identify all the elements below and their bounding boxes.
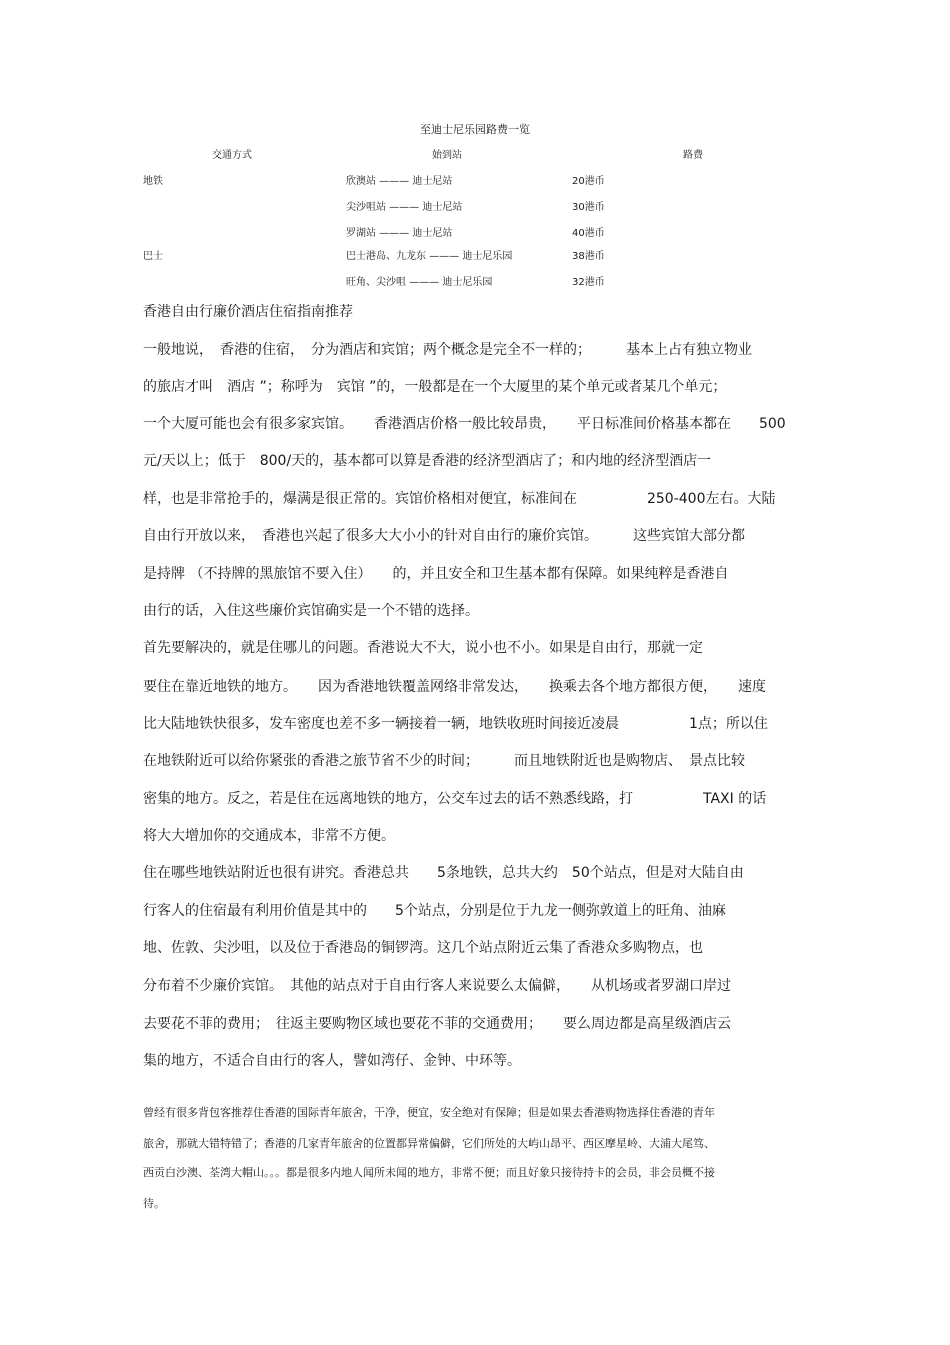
- body-line: 一般地说， 香港的住宿， 分为酒店和宾馆；两个概念是完全不一样的； 基本上占有独立物业: [143, 342, 752, 358]
- body-line: 行客人的住宿最有利用价值是其中的 5个站点，分别是位于九龙一侧弥敦道上的旺角、油麻: [143, 903, 726, 919]
- body-line: 比大陆地铁快很多，发车密度也差不多一辆接着一辆，地铁收班时间接近凌晨 1点；所以住: [143, 716, 768, 732]
- table-cell-route: 尖沙咀站 ——— 迪士尼站: [346, 202, 463, 213]
- body-line: 地、佐敦、尖沙咀，以及位于香港岛的铜锣湾。这几个站点附近云集了香港众多购物点，也: [143, 940, 703, 956]
- table-title: 至迪士尼乐园路费一览: [420, 123, 530, 136]
- body-line: 首先要解决的，就是住哪儿的问题。香港说大不大，说小也不小。如果是自由行，那就一定: [143, 640, 703, 656]
- note-line: 待。: [143, 1197, 165, 1210]
- table-cell-fare: 30港币: [572, 202, 605, 213]
- body-line: 分布着不少廉价宾馆。 其他的站点对于自由行客人来说要么太偏僻， 从机场或者罗湖口岸过: [143, 978, 731, 994]
- table-cell-fare: 38港币: [572, 251, 605, 262]
- body-line: 在地铁附近可以给你紧张的香港之旅节省不少的时间； 而且地铁附近也是购物店、 景点比较: [143, 753, 745, 769]
- body-line: 的旅店才叫 酒店 ”；称呼为 宾馆 ”的，一般都是在一个大厦里的某个单元或者某几个单元；: [143, 379, 727, 395]
- table-cell-route: 巴士港岛、九龙东 ——— 迪士尼乐园: [346, 251, 513, 262]
- section-heading: 香港自由行廉价酒店住宿指南推荐: [143, 304, 353, 320]
- table-cell-mode: 地铁: [143, 176, 163, 187]
- table-cell-fare: 20港币: [572, 176, 605, 187]
- body-line: 集的地方，不适合自由行的客人，譬如湾仔、金钟、中环等。: [143, 1053, 521, 1069]
- body-line: 样，也是非常抢手的，爆满是很正常的。宾馆价格相对便宜，标准间在 250-400左右。大陆: [143, 491, 776, 507]
- body-line: 密集的地方。反之，若是住在远离地铁的地方，公交车过去的话不熟悉线路，打 TAXI 的话: [143, 791, 767, 807]
- note-line: 曾经有很多背包客推荐住香港的国际青年旅舍，干净，便宜，安全绝对有保障；但是如果去香港购物选择住香港的青年: [143, 1106, 715, 1119]
- table-header-fare: 路费: [683, 150, 703, 161]
- table-header-route: 始到站: [432, 150, 462, 161]
- body-line: 自由行开放以来， 香港也兴起了很多大大小小的针对自由行的廉价宾馆。 这些宾馆大部分都: [143, 528, 745, 544]
- body-line: 住在哪些地铁站附近也很有讲究。香港总共 5条地铁，总共大约 50个站点，但是对大陆自由: [143, 865, 744, 881]
- table-cell-mode: 巴士: [143, 251, 163, 262]
- body-line: 是持牌 （不持牌的黑旅馆不要入住） 的，并且安全和卫生基本都有保障。如果纯粹是香港自: [143, 566, 729, 582]
- body-line: 要住在靠近地铁的地方。 因为香港地铁覆盖网络非常发达， 换乘去各个地方都很方便， 速度: [143, 679, 766, 695]
- note-line: 旅舍，那就大错特错了；香港的几家青年旅舍的位置都异常偏僻，它们所处的大屿山昂平、西区摩星岭、大浦大尾笃、: [143, 1137, 715, 1150]
- body-line: 去要花不菲的费用； 往返主要购物区域也要花不菲的交通费用； 要么周边都是高星级酒店云: [143, 1016, 731, 1032]
- note-line: 西贡白沙澳、荃湾大帽山。。。都是很多内地人闻所未闻的地方，非常不便；而且好象只接待持卡的会员，非会员概不接: [143, 1166, 715, 1179]
- table-header-mode: 交通方式: [212, 150, 252, 161]
- table-cell-fare: 40港币: [572, 228, 605, 239]
- body-line: 元/天以上；低于 800/天的，基本都可以算是香港的经济型酒店了；和内地的经济型酒店一: [143, 453, 712, 469]
- body-line: 一个大厦可能也会有很多家宾馆。 香港酒店价格一般比较昂贵， 平日标准间价格基本都在 500: [143, 416, 786, 432]
- table-cell-route: 欣澳站 ——— 迪士尼站: [346, 176, 453, 187]
- body-line: 将大大增加你的交通成本，非常不方便。: [143, 828, 395, 844]
- body-line: 由行的话，入住这些廉价宾馆确实是一个不错的选择。: [143, 603, 479, 619]
- table-cell-route: 旺角、尖沙咀 ——— 迪士尼乐园: [346, 277, 493, 288]
- table-cell-route: 罗湖站 ——— 迪士尼站: [346, 228, 453, 239]
- table-cell-fare: 32港币: [572, 277, 605, 288]
